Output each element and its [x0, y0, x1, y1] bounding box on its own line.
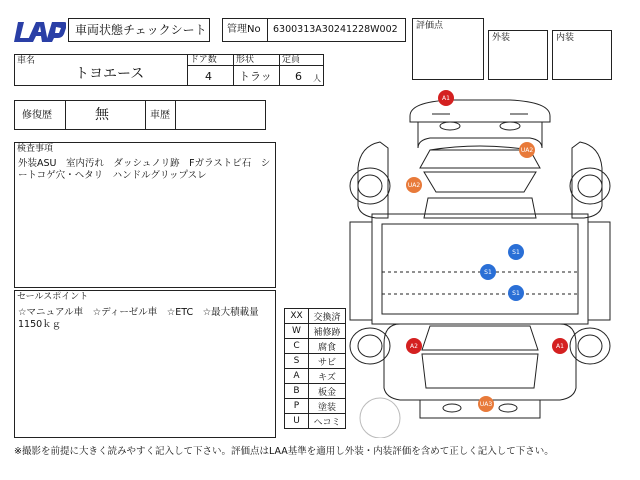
legend-code: W [285, 324, 309, 339]
legend-code: P [285, 399, 309, 414]
legend-code: U [285, 414, 309, 429]
damage-mark-front-right: UA2 [519, 142, 535, 158]
shape-value: トラッ [239, 70, 272, 83]
sales-points-text: ☆マニュアル車 ☆ディーゼル車 ☆ETC ☆最大積載量1150ｋｇ [18, 307, 259, 330]
damage-legend [284, 308, 346, 429]
history-label: 車歴 [150, 110, 170, 121]
legend-desc: 板金 [309, 384, 346, 399]
mgmt-label: 管理No [227, 24, 261, 35]
damage-mark-bed-1: S1 [508, 244, 524, 260]
legend-row [285, 414, 346, 429]
repair-value: 無 [95, 107, 109, 123]
interior-label: 内装 [556, 33, 575, 43]
legend-code: XX [285, 309, 309, 324]
damage-mark-front-bumper: A1 [438, 90, 454, 106]
legend-code: A [285, 369, 309, 384]
exterior-label: 外装 [492, 33, 511, 43]
exterior-box [488, 30, 548, 80]
footer-note: ※撮影を前提に大きく読みやすく記入して下さい。評価点はLAA基準を適用し外装・内装評価を含めて正しく記入して下さい。 [14, 446, 554, 457]
doors-label: ドア数 [190, 55, 217, 65]
damage-mark-rear-left: A2 [406, 338, 422, 354]
capacity-value: 6 [295, 70, 302, 83]
legend-code: B [285, 384, 309, 399]
legend-desc: ヘコミ [309, 414, 346, 429]
repair-label: 修復歴 [22, 110, 52, 121]
legend-row [285, 369, 346, 384]
interior-box [552, 30, 612, 80]
mgmt-number: 6300313A30241228W002 [273, 24, 398, 35]
sales-points-box [14, 290, 276, 438]
legend-row [285, 384, 346, 399]
sales-points-label: セールスポイント [17, 292, 89, 302]
title-box [68, 18, 210, 42]
damage-mark-front-left: UA2 [406, 177, 422, 193]
legend-desc: サビ [309, 354, 346, 369]
capacity-label: 定員 [282, 55, 301, 65]
vehicle-info-box [14, 54, 324, 86]
shape-label: 形状 [236, 55, 255, 65]
sheet-title: 車両状態チェックシート [75, 23, 207, 37]
damage-mark-bed-3: S1 [508, 285, 524, 301]
legend-desc: 塗装 [309, 399, 346, 414]
damage-mark-bed-2: S1 [480, 264, 496, 280]
legend-row [285, 339, 346, 354]
score-box [412, 18, 484, 80]
inspection-box [14, 142, 276, 288]
legend-desc: キズ [309, 369, 346, 384]
mgmt-box [222, 18, 406, 42]
inspection-label: 検査事項 [17, 144, 54, 154]
car-diagram [340, 88, 630, 438]
history-box [14, 100, 266, 130]
score-label: 評価点 [416, 21, 444, 31]
legend-row [285, 399, 346, 414]
damage-mark-rear-right: A1 [552, 338, 568, 354]
laa-logo [14, 18, 66, 44]
legend-code: C [285, 339, 309, 354]
capacity-unit: 人 [313, 74, 321, 83]
legend-desc: 交換済 [309, 309, 346, 324]
legend-row [285, 324, 346, 339]
car-name-label: 車名 [17, 56, 36, 66]
inspection-text: 外装ASU 室内汚れ ダッシュノリ跡 Fガラストビ石 シートコゲ穴・ヘタリ ハンドルグリップスレ [18, 158, 271, 181]
legend-code: S [285, 354, 309, 369]
legend-desc: 補修跡 [309, 324, 346, 339]
legend-row [285, 309, 346, 324]
doors-value: 4 [205, 70, 212, 83]
legend-desc: 腐食 [309, 339, 346, 354]
legend-row [285, 354, 346, 369]
car-name: トヨエース [75, 66, 145, 82]
damage-mark-rear-bumper: UA3 [478, 396, 494, 412]
